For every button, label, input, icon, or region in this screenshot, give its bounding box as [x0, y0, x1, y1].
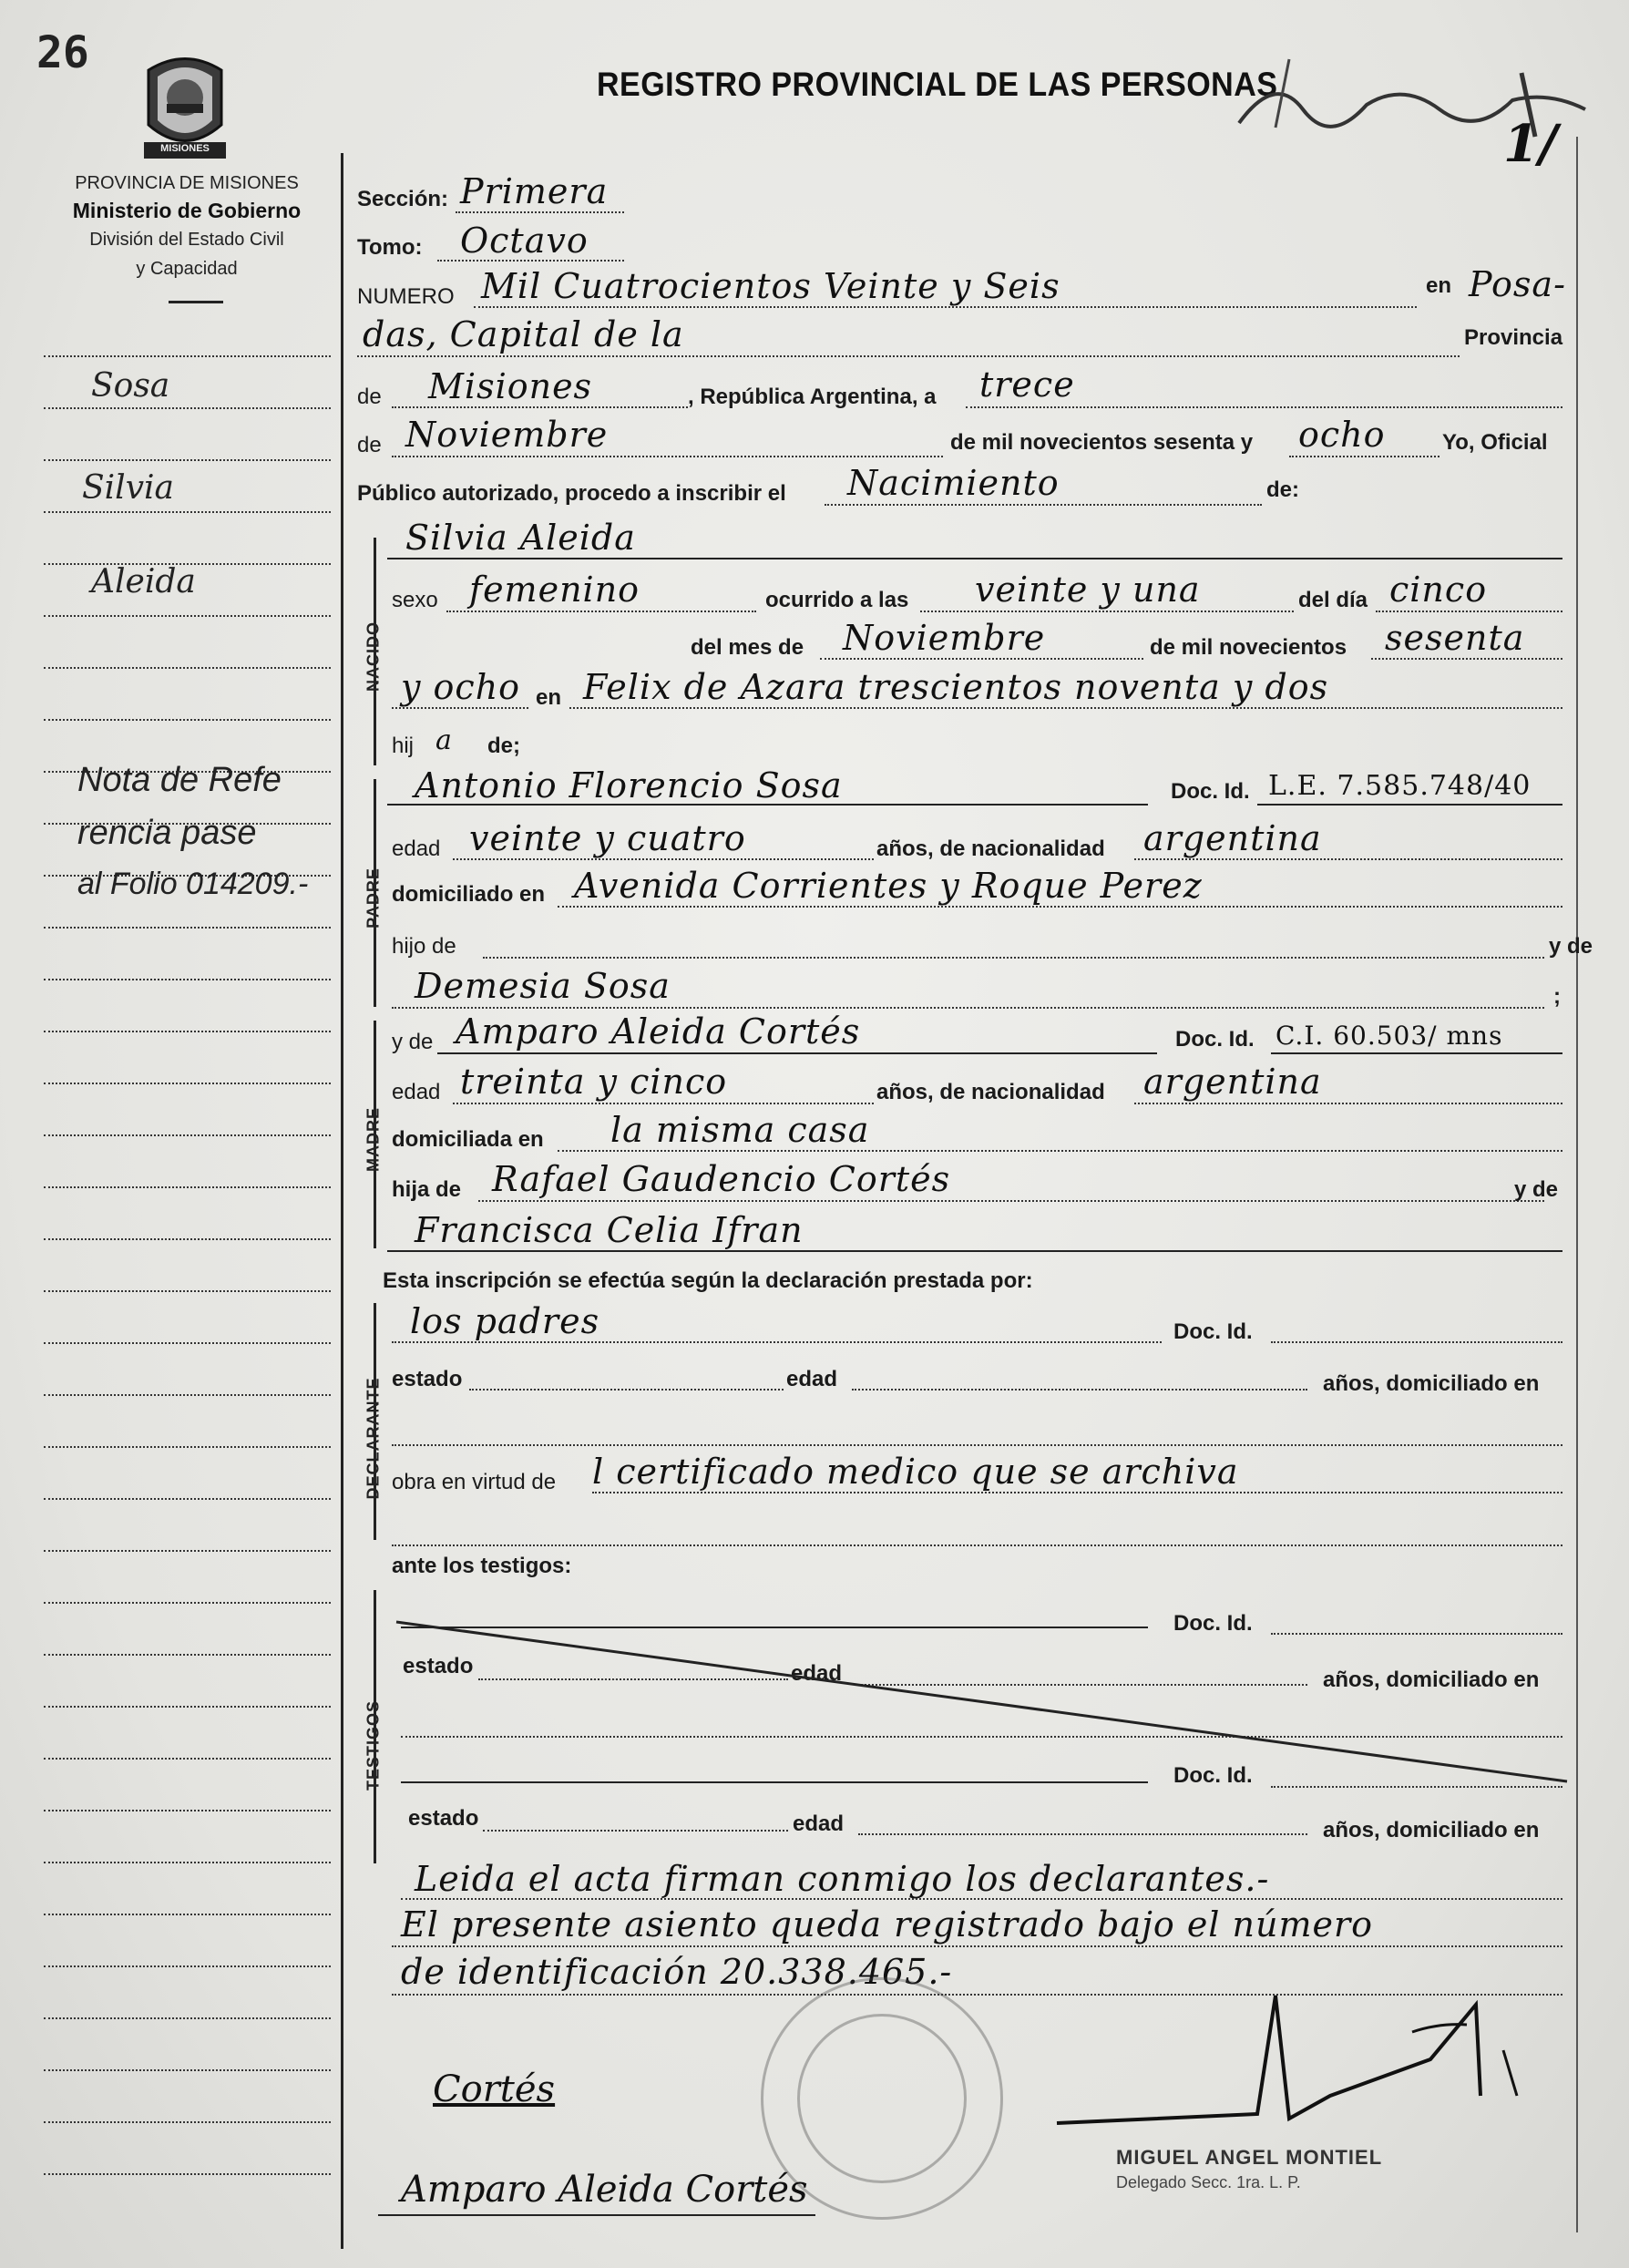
signature-line-2	[378, 2214, 815, 2216]
official-title: Delegado Secc. 1ra. L. P.	[1116, 2173, 1301, 2191]
dotline-hijo-de	[483, 957, 1544, 959]
field-city-a: Posa-	[1469, 264, 1566, 304]
label-esta-inscripcion: Esta inscripción se efectúa según la declaración prestada por:	[383, 1268, 1033, 1293]
field-sexo: femenino	[469, 570, 640, 610]
side-label-madre: MADRE	[364, 1107, 383, 1172]
margin-ruled-line	[44, 2017, 331, 2019]
margin-ruled-line	[44, 1758, 331, 1760]
label-de-mil-nov: de mil novecientos	[1150, 635, 1347, 660]
field-madre-madre: Francisca Celia Ifran	[415, 1210, 804, 1250]
dotline-dia	[966, 406, 1562, 408]
line-madre-madre	[387, 1250, 1562, 1252]
label-estado-testigo-1: estado	[403, 1654, 474, 1678]
label-domiciliado: domiciliado en	[392, 882, 546, 907]
margin-name-1: Silvia	[82, 469, 175, 507]
margin-ruled-line	[44, 1238, 331, 1240]
dotline-provincia	[392, 406, 688, 408]
label-republica: , República Argentina, a	[688, 385, 937, 409]
label-y-de-madre: y de	[1514, 1177, 1559, 1202]
label-de-mil: de mil novecientos sesenta y	[950, 430, 1254, 455]
label-del-mes: del mes de	[691, 635, 804, 660]
label-en: en	[1426, 273, 1452, 298]
province-name: PROVINCIA DE MISIONES	[75, 173, 299, 193]
label-yo-oficial: Yo, Oficial	[1442, 430, 1548, 455]
side-label-declarante: DECLARANTE	[364, 1377, 383, 1500]
dotline-anio-nac	[1371, 658, 1562, 660]
label-hija-de: hija de	[392, 1177, 462, 1202]
margin-ruled-line	[44, 1186, 331, 1188]
field-anio-nac-b: y ocho	[401, 667, 521, 707]
dotline-declarante	[392, 1341, 1162, 1343]
dotline-sexo	[446, 611, 756, 612]
margin-divider-line	[341, 153, 343, 2249]
margin-ruled-line	[44, 667, 331, 669]
margin-ruled-line	[44, 355, 331, 357]
dotline-padre-madre	[392, 1007, 1544, 1009]
label-edad-testigo-1: edad	[791, 1661, 843, 1686]
dotline-mes-nac	[820, 658, 1143, 660]
field-madre-nombre: Amparo Aleida Cortés	[456, 1011, 861, 1052]
dotline-edad-madre	[453, 1103, 874, 1104]
dotline-closing-1	[401, 1898, 1562, 1900]
margin-ruled-line	[44, 2069, 331, 2071]
field-anio: ocho	[1298, 415, 1386, 455]
field-madre-nac: argentina	[1143, 1062, 1322, 1102]
label-doc-testigo-1: Doc. Id.	[1173, 1611, 1253, 1636]
label-sexo: sexo	[392, 588, 438, 612]
margin-surname: Sosa	[91, 367, 170, 405]
field-declarante: los padres	[410, 1301, 600, 1341]
official-signature	[1048, 1959, 1558, 2141]
margin-note-line-1: Nota de Refe	[77, 761, 282, 799]
label-publico: Público autorizado, procedo a inscribir el	[357, 481, 786, 506]
margin-ruled-line	[44, 1290, 331, 1292]
field-lugar: Felix de Azara trescientos noventa y dos	[583, 667, 1329, 707]
margin-ruled-line	[44, 459, 331, 461]
label-anos-dom-testigo-2: años, domiciliado en	[1323, 1818, 1540, 1842]
dotline-obra	[592, 1492, 1562, 1493]
dotline-anio	[1289, 456, 1439, 457]
label-anos-nac-madre: años, de nacionalidad	[876, 1080, 1105, 1104]
label-numero: NUMERO	[357, 284, 455, 309]
field-obra: l certificado medico que se archiva	[592, 1452, 1239, 1492]
dotline-estado-declarante	[469, 1389, 784, 1391]
margin-ruled-line	[44, 511, 331, 513]
field-dia: trece	[979, 364, 1075, 405]
label-doc-padre: Doc. Id.	[1171, 779, 1250, 804]
field-padre-edad: veinte y cuatro	[469, 818, 746, 858]
page-number: 26	[36, 27, 89, 78]
margin-note-line-2: rencia pase	[77, 814, 257, 852]
field-padre-nombre: Antonio Florencio Sosa	[415, 765, 843, 806]
margin-ruled-line	[44, 1602, 331, 1604]
margin-ruled-line	[44, 1810, 331, 1811]
label-y-de-padre: y de	[1549, 934, 1593, 959]
dotline-lugar	[569, 707, 1562, 709]
label-estado-testigo-2: estado	[408, 1806, 479, 1831]
label-domiciliada: domiciliada en	[392, 1127, 544, 1152]
province-seal	[135, 47, 235, 164]
dotline-dom-madre	[558, 1150, 1562, 1152]
field-hora: veinte y una	[975, 570, 1201, 610]
dotline-estado-testigo-2	[483, 1830, 788, 1832]
margin-ruled-line	[44, 1083, 331, 1084]
margin-ruled-line	[44, 927, 331, 929]
dotline-dom-padre	[558, 906, 1562, 908]
field-provincia: Misiones	[428, 366, 593, 406]
margin-ruled-line	[44, 1498, 331, 1500]
label-anos-dom-declarante: años, domiciliado en	[1323, 1371, 1540, 1396]
dotline-hija-de	[478, 1200, 1544, 1202]
margin-ruled-line	[44, 1342, 331, 1344]
line-padre-doc	[1257, 804, 1562, 806]
field-tomo: Octavo	[460, 221, 589, 261]
label-estado-declarante: estado	[392, 1367, 463, 1391]
margin-note-line-3: al Folio 014209.-	[77, 867, 309, 901]
field-madre-dom: la misma casa	[610, 1110, 870, 1150]
dotline-acto	[825, 504, 1262, 506]
label-edad-madre: edad	[392, 1080, 441, 1104]
dotline-hora	[920, 611, 1294, 612]
dotline-edad-padre	[453, 858, 874, 860]
label-de-colon: de:	[1266, 477, 1299, 502]
line-madre-nombre	[437, 1052, 1157, 1054]
margin-name-2: Aleida	[91, 563, 196, 600]
field-numero: Mil Cuatrocientos Veinte y Seis	[481, 266, 1060, 306]
signature-2: Amparo Aleida Cortés	[401, 2169, 808, 2211]
seal-text: MISIONES	[160, 143, 210, 154]
dotline-nac-madre	[1134, 1103, 1562, 1104]
label-de-2: de	[357, 433, 382, 457]
dotline-obra-2	[392, 1544, 1562, 1546]
document-title: REGISTRO PROVINCIAL DE LAS PERSONAS	[597, 66, 1278, 103]
label-ocurrido: ocurrido a las	[765, 588, 909, 612]
label-edad-declarante: edad	[786, 1367, 838, 1391]
dotline-dia-nac	[1376, 611, 1562, 612]
margin-ruled-line	[44, 1550, 331, 1552]
side-label-testigos: TESTIGOS	[364, 1700, 383, 1791]
margin-ruled-line	[44, 615, 331, 617]
label-tomo: Tomo:	[357, 235, 423, 260]
right-border-line	[1576, 137, 1578, 2232]
label-doc-testigo-2: Doc. Id.	[1173, 1763, 1253, 1788]
margin-ruled-line	[44, 2173, 331, 2175]
label-edad-padre: edad	[392, 836, 441, 861]
field-padre-madre: Demesia Sosa	[415, 966, 671, 1006]
side-label-padre: PADRE	[364, 867, 383, 929]
dotline-mes	[392, 456, 943, 457]
margin-ruled-line	[44, 1862, 331, 1863]
capacity-name: y Capacidad	[136, 259, 238, 279]
label-de: de	[357, 385, 382, 409]
field-padre-doc: L.E. 7.585.748/40	[1268, 770, 1532, 802]
division-name: División del Estado Civil	[89, 230, 284, 250]
margin-ruled-line	[44, 979, 331, 980]
side-label-nacido: NACIDO	[364, 621, 383, 692]
dotline-nac-padre	[1134, 858, 1562, 860]
dotline-closing-2	[392, 1945, 1562, 1947]
label-obra: obra en virtud de	[392, 1470, 557, 1494]
label-provincia: Provincia	[1464, 325, 1563, 350]
margin-ruled-line	[44, 1134, 331, 1136]
closing-line-3: de identificación 20.338.465.-	[401, 1952, 953, 1992]
field-madre-doc: C.I. 60.503/ mns	[1276, 1021, 1503, 1051]
field-nombre: Silvia Aleida	[405, 518, 636, 558]
field-dia-nac: cinco	[1389, 570, 1488, 610]
label-semicolon: ;	[1553, 984, 1561, 1009]
margin-ruled-line	[44, 2121, 331, 2123]
dotline-doc-declarante	[1271, 1341, 1562, 1343]
margin-ruled-line	[44, 1965, 331, 1967]
dotline-edad-testigo-2	[858, 1833, 1307, 1835]
line-nombre	[387, 558, 1562, 559]
margin-ruled-line	[44, 719, 331, 721]
signature-1: Cortés	[433, 2068, 556, 2110]
field-acto: Nacimiento	[847, 463, 1060, 503]
label-del-dia: del día	[1298, 588, 1368, 612]
field-padre-nac: argentina	[1143, 818, 1322, 858]
label-ante-testigos: ante los testigos:	[392, 1554, 572, 1578]
margin-ruled-line	[44, 1706, 331, 1708]
label-hij: hij	[392, 734, 415, 758]
field-anio-nac-a: sesenta	[1385, 618, 1525, 658]
field-padre-dom: Avenida Corrientes y Roque Perez	[574, 866, 1203, 906]
label-en-lugar: en	[536, 685, 562, 710]
dotline-dom-declarante	[392, 1444, 1562, 1446]
field-mes: Noviembre	[405, 415, 609, 455]
label-edad-testigo-2: edad	[793, 1811, 845, 1836]
label-doc-declarante: Doc. Id.	[1173, 1319, 1253, 1344]
label-de-semi: de;	[487, 734, 520, 758]
line-madre-doc	[1271, 1052, 1562, 1054]
label-anos-nac-padre: años, de nacionalidad	[876, 836, 1105, 861]
field-city-b: das, Capital de la	[363, 314, 684, 354]
margin-ruled-line	[44, 1914, 331, 1915]
dotline-edad-declarante	[852, 1389, 1307, 1391]
dotline-anio-nac-b	[392, 707, 528, 709]
field-madre-padre: Rafael Gaudencio Cortés	[492, 1159, 951, 1199]
margin-ruled-line	[44, 1446, 331, 1448]
dotline-numero	[474, 306, 1417, 308]
label-hijo-de: hijo de	[392, 934, 456, 959]
field-hij-suffix: a	[435, 724, 453, 756]
margin-ruled-line	[44, 1654, 331, 1656]
top-right-mark: 1/	[1503, 114, 1558, 174]
label-doc-madre: Doc. Id.	[1175, 1027, 1255, 1052]
margin-ruled-line	[44, 407, 331, 409]
label-y-de-start: y de	[392, 1030, 434, 1054]
label-anos-dom-testigo-1: años, domiciliado en	[1323, 1668, 1540, 1692]
dotline-city	[357, 355, 1460, 357]
field-mes-nac: Noviembre	[843, 618, 1046, 658]
field-seccion: Primera	[460, 171, 609, 211]
field-madre-edad: treinta y cinco	[460, 1062, 728, 1102]
closing-line-1: Leida el acta firman conmigo los declarantes.-	[415, 1859, 1270, 1899]
header-divider	[169, 301, 223, 303]
official-name: MIGUEL ANGEL MONTIEL	[1116, 2146, 1383, 2169]
line-padre-nombre	[387, 804, 1148, 806]
label-seccion: Sección:	[357, 187, 449, 211]
closing-line-2: El presente asiento queda registrado bajo el número	[401, 1904, 1374, 1945]
dotline-seccion	[456, 211, 624, 213]
margin-ruled-line	[44, 1031, 331, 1032]
official-stamp-inner	[797, 2014, 967, 2183]
ministry-name: Ministerio de Gobierno	[72, 199, 302, 222]
testigos-cancel-line	[392, 1613, 1576, 1795]
margin-ruled-line	[44, 1394, 331, 1396]
